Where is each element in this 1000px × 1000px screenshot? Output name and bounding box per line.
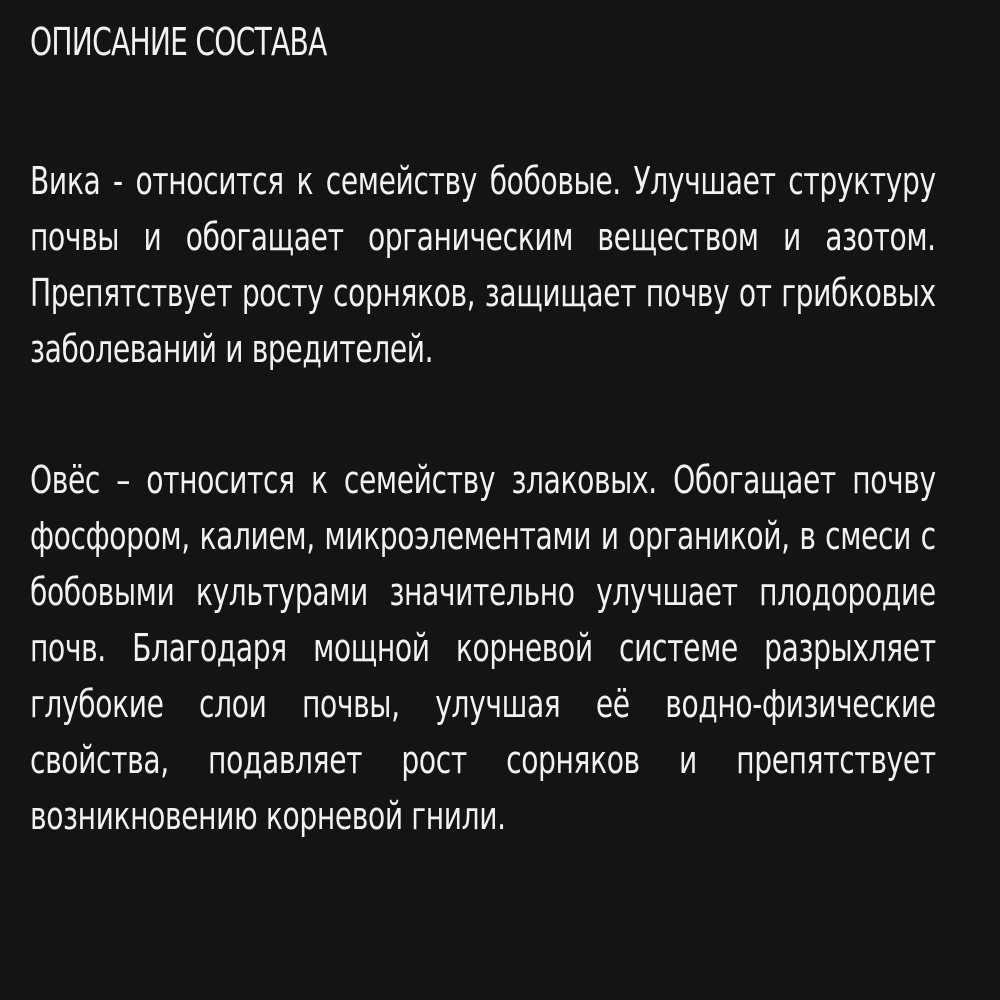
vetch-description-paragraph: Вика - относится к семейству бобовые. Улучшает структуру почвы и обогащает органическим веществом и азотом. Препятствует росту сорняков, защищает почву от грибковых заболеваний и вредителей. xyxy=(30,159,936,371)
oats-description-paragraph: Овёс – относится к семейству злаковых. Обогащает почву фосфором, калием, микроэлементами и органикой, в смеси с бобовыми культурами значительно улучшает плодородие почв. Благодаря мощной корневой системе разрыхляет глубокие слои почвы, улучшая её водно-физические свойства, подавляет рост сорняков и препятствует возникновению корневой гнили. xyxy=(30,458,936,838)
section-heading: ОПИСАНИЕ СОСТАВА xyxy=(30,20,327,64)
